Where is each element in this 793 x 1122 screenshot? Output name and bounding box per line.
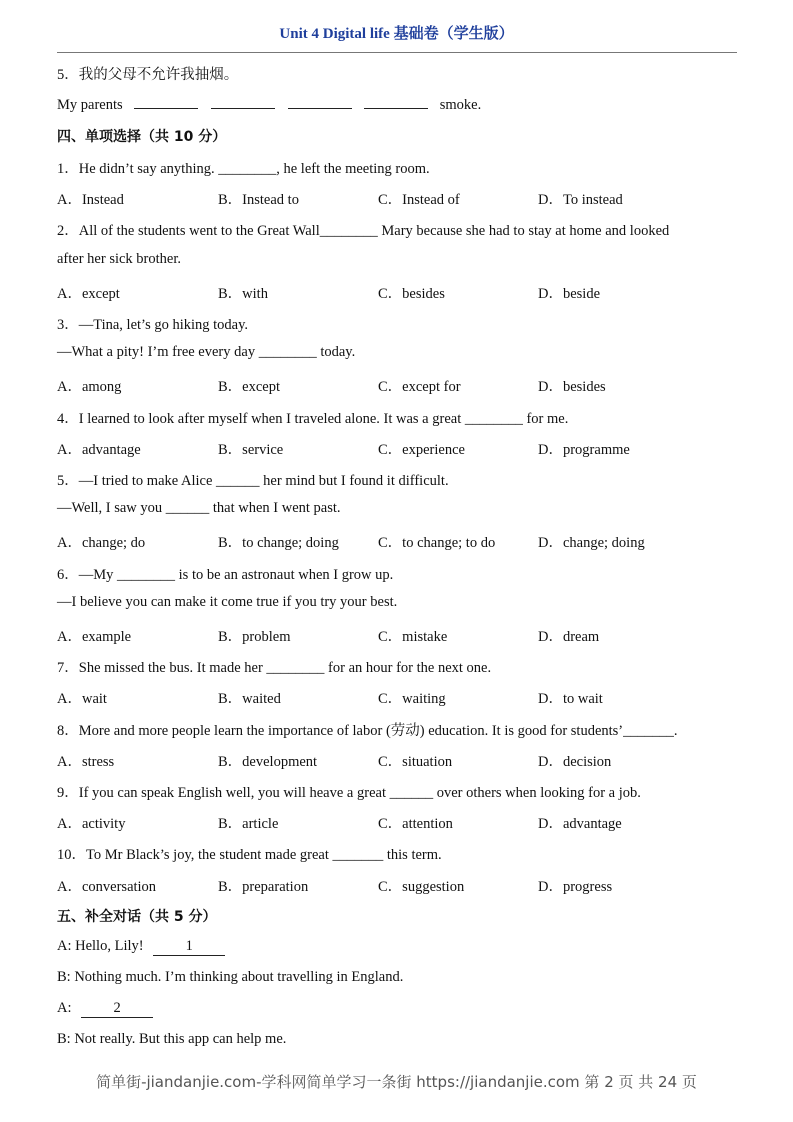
answer-option[interactable]: C．to change; to do — [378, 535, 496, 551]
translation-q5-prefix: My parents — [57, 97, 123, 113]
section-heading: 五、补全对话（共 5 分） — [57, 909, 217, 925]
dialogue-line — [57, 1000, 153, 1018]
answer-option[interactable]: B．Instead to — [218, 192, 299, 208]
dialogue-blank-2[interactable]: 2 — [81, 1000, 153, 1018]
answer-blank[interactable] — [211, 95, 275, 109]
page-header: Unit 4 Digital life 基础卷（学生版） — [279, 26, 514, 42]
answer-option[interactable]: D．change; doing — [538, 535, 645, 551]
answer-option[interactable]: D．advantage — [538, 816, 622, 832]
question-stem: —Well, I saw you ______ that when I went past. — [57, 500, 341, 516]
answer-option[interactable]: A．change; do — [57, 535, 146, 551]
translation-q5-suffix: smoke. — [439, 97, 482, 113]
dialogue-blank-1[interactable]: 1 — [153, 938, 225, 956]
dialogue-line: B: Nothing much. I’m thinking about travelling in England. — [57, 969, 404, 985]
answer-option[interactable]: B．preparation — [218, 879, 309, 895]
translation-q5-answer-line — [57, 95, 481, 114]
question-stem: 9．If you can speak English well, you will heave a great ______ over others when looking for a job. — [57, 785, 641, 801]
question-stem: —What a pity! I’m free every day ________ today. — [57, 344, 356, 360]
translation-q5-prompt: 5．我的父母不允许我抽烟。 — [57, 67, 239, 83]
answer-option[interactable]: C．mistake — [378, 629, 448, 645]
answer-option[interactable]: D．beside — [538, 286, 601, 302]
answer-option[interactable]: D．besides — [538, 379, 606, 395]
answer-option[interactable]: C．suggestion — [378, 879, 465, 895]
question-stem: after her sick brother. — [57, 251, 182, 267]
answer-option[interactable]: D．programme — [538, 442, 630, 458]
answer-option[interactable]: A．wait — [57, 691, 107, 707]
answer-blank[interactable] — [288, 95, 352, 109]
section-heading: 四、单项选择（共 10 分） — [57, 129, 227, 145]
answer-option[interactable]: A．except — [57, 286, 120, 302]
answer-option[interactable]: B．to change; doing — [218, 535, 339, 551]
answer-option[interactable]: A．stress — [57, 754, 115, 770]
dialogue-text: A: — [57, 1000, 72, 1016]
answer-option[interactable]: B．except — [218, 379, 281, 395]
question-stem: 1．He didn’t say anything. ________, he left the meeting room. — [57, 161, 430, 177]
answer-option[interactable]: A．Instead — [57, 192, 124, 208]
answer-option[interactable]: C．besides — [378, 286, 445, 302]
answer-blank[interactable] — [364, 95, 428, 109]
answer-option[interactable]: D．To instead — [538, 192, 623, 208]
answer-option[interactable]: B．waited — [218, 691, 281, 707]
dialogue-line — [57, 938, 225, 956]
answer-option[interactable]: A．among — [57, 379, 122, 395]
answer-option[interactable]: C．waiting — [378, 691, 446, 707]
question-stem: —I believe you can make it come true if you try your best. — [57, 594, 398, 610]
question-stem: 5．—I tried to make Alice ______ her mind but I found it difficult. — [57, 473, 449, 489]
answer-option[interactable]: C．experience — [378, 442, 465, 458]
dialogue-text: A: Hello, Lily! — [57, 938, 144, 954]
question-stem: 7．She missed the bus. It made her ________ for an hour for the next one. — [57, 660, 492, 676]
question-stem: 3．—Tina, let’s go hiking today. — [57, 317, 249, 333]
answer-option[interactable]: A．example — [57, 629, 132, 645]
page-footer: 简单街-jiandanjie.com-学科网简单学习一条街 https://jiandanjie.com 第 2 页 共 24 页 — [96, 1073, 697, 1091]
answer-option[interactable]: D．decision — [538, 754, 612, 770]
answer-option[interactable]: B．with — [218, 286, 268, 302]
question-stem: 8．More and more people learn the importance of labor (劳动) education. It is good for students’_______. — [57, 723, 678, 739]
answer-option[interactable]: B．article — [218, 816, 279, 832]
answer-option[interactable]: A．activity — [57, 816, 126, 832]
answer-option[interactable]: A．advantage — [57, 442, 141, 458]
answer-option[interactable]: D．to wait — [538, 691, 603, 707]
question-stem: 2．All of the students went to the Great Wall________ Mary because she had to stay at home and looked — [57, 223, 670, 239]
answer-option[interactable]: B．service — [218, 442, 284, 458]
answer-option[interactable]: D．progress — [538, 879, 613, 895]
answer-option[interactable]: D．dream — [538, 629, 600, 645]
answer-option[interactable]: C．Instead of — [378, 192, 460, 208]
header-divider — [57, 52, 737, 53]
answer-option[interactable]: C．attention — [378, 816, 453, 832]
question-stem: 4．I learned to look after myself when I traveled alone. It was a great ________ for me. — [57, 411, 569, 427]
question-stem: 10．To Mr Black’s joy, the student made great _______ this term. — [57, 847, 442, 863]
answer-blank[interactable] — [134, 95, 198, 109]
answer-option[interactable]: A．conversation — [57, 879, 157, 895]
answer-option[interactable]: C．situation — [378, 754, 453, 770]
answer-option[interactable]: C．except for — [378, 379, 461, 395]
answer-option[interactable]: B．problem — [218, 629, 291, 645]
dialogue-line: B: Not really. But this app can help me. — [57, 1031, 287, 1047]
question-stem: 6．—My ________ is to be an astronaut when I grow up. — [57, 567, 394, 583]
answer-option[interactable]: B．development — [218, 754, 318, 770]
